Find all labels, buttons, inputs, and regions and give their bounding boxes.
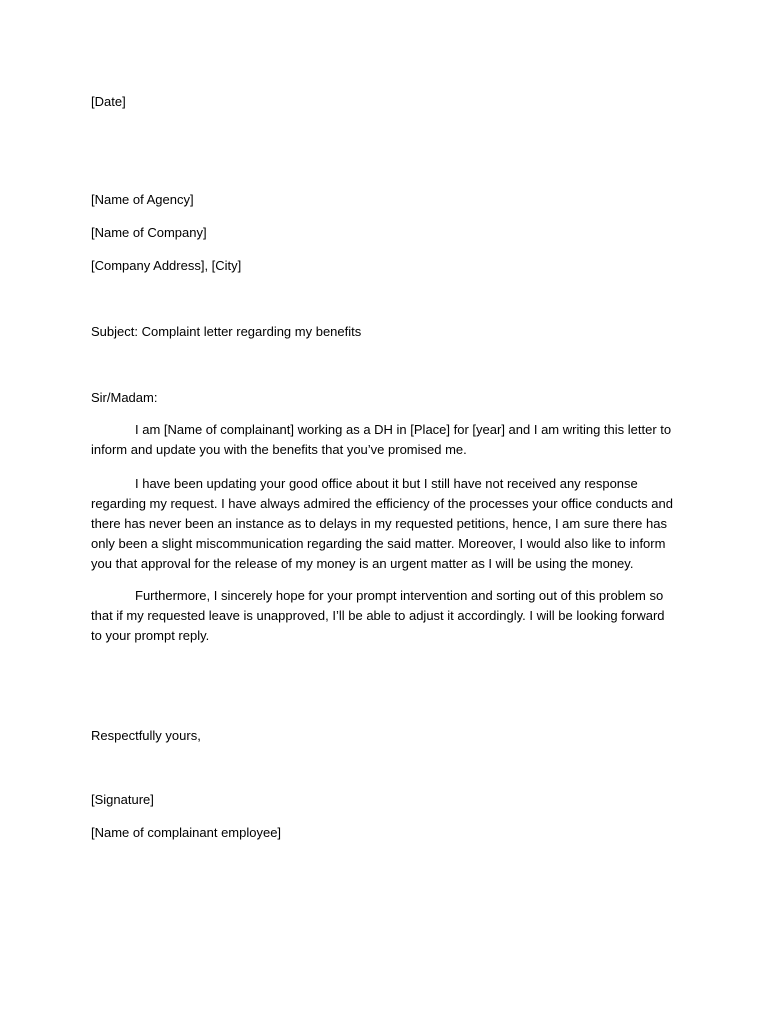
recipient-agency: [Name of Agency] bbox=[91, 192, 194, 207]
body-paragraph-2: I have been updating your good office about it but I still have not received any response regarding my request. I have always admired the efficiency of the processes your office conducts and there has never been an instance as to delays in my requested petitions, hence, I am sure there has only been a slight miscommunication regarding the said matter. Moreover, I would also like to inform you that approval for the release of my money is an urgent matter as I will be using the money. bbox=[91, 476, 673, 571]
letter-date: [Date] bbox=[91, 94, 126, 109]
sender-name: [Name of complainant employee] bbox=[91, 825, 282, 840]
letter-closing: Respectfully yours, bbox=[91, 728, 201, 743]
signature-placeholder: [Signature] bbox=[91, 792, 154, 807]
recipient-company: [Name of Company] bbox=[91, 225, 207, 240]
letter-salutation: Sir/Madam: bbox=[91, 390, 158, 405]
body-paragraph-3: Furthermore, I sincerely hope for your prompt intervention and sorting out of this problem so that if my requested leave is unapproved, I’ll be able to adjust it accordingly. I will be looking forward to your prompt reply. bbox=[91, 588, 665, 643]
body-paragraph-1: I am [Name of complainant] working as a DH in [Place] for [year] and I am writing this letter to inform and update you with the benefits that you’ve promised me. bbox=[91, 422, 672, 457]
recipient-address: [Company Address], [City] bbox=[91, 258, 242, 273]
letter-subject: Subject: Complaint letter regarding my benefits bbox=[91, 324, 362, 339]
